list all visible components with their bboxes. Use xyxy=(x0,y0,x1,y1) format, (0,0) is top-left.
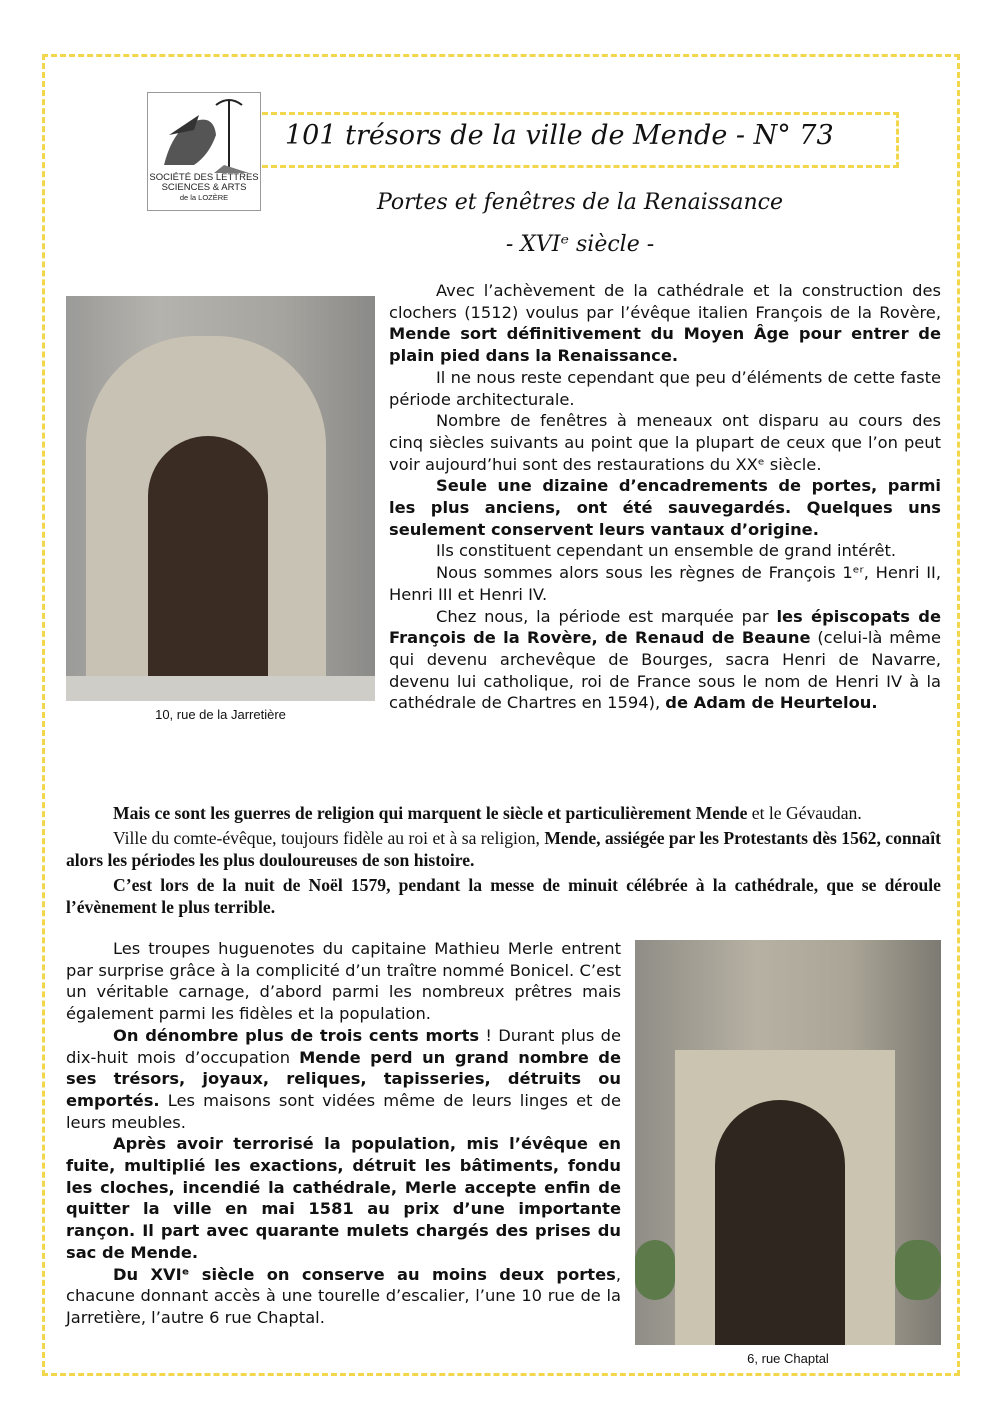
text: (celui-là même qui devenu archevêque de Bourges, sacra Henri de Navarre, devenu lui catholique, roi de France sous le nom de Henri IV à la cathédrale de Chartres en 1594), xyxy=(389,628,941,713)
bold-text: Mende perd un grand nombre de ses trésors, joyaux, reliques, tapisseries, détruits ou emportés. xyxy=(66,1047,621,1110)
photo-door-jarretiere xyxy=(66,296,375,701)
subtitle: Portes et fenêtres de la Renaissance xyxy=(376,190,784,215)
logo-line-2: SCIENCES & ARTS xyxy=(161,182,247,193)
section-religion-wars xyxy=(66,802,941,921)
text: ! Durant plus de dix-huit mois d’occupation xyxy=(66,1025,622,1067)
bold-text: On dénombre plus de trois cents morts xyxy=(113,1025,480,1045)
photo-caption: 6, rue Chaptal xyxy=(747,1351,829,1366)
section-intro xyxy=(66,280,941,736)
bold-text: Mende sort définitivement du Moyen Âge pour entrer de plain pied dans la Renaissance. xyxy=(389,324,941,366)
bold-text: Après avoir terrorisé la population, mis l’évêque en fuite, multiplié les exactions, détruit les bâtiments, fondu les cloches, incendié la cathédrale, Merle accepte enfin de quitter la ville en mai 1581 au prix d’une importante rançon. Il part avec quarante mulets chargés des prises du sac de Mende. xyxy=(66,1134,621,1262)
logo-line-3: de la LOZÈRE xyxy=(179,193,229,202)
text: Il ne nous reste cependant que peu d’éléments de cette faste période architecturale. xyxy=(389,367,941,409)
text: Avec l’achèvement de la cathédrale et la construction des clochers (1512) voulus par l’évêque italien François de la Rovère, xyxy=(389,281,941,322)
bold-text: Mende, assiégée par les Protestants dès 1562, connaît alors les périodes les plus douloureuses de son histoire. xyxy=(66,828,941,870)
text: Chez nous, la période est marquée par xyxy=(436,606,777,626)
text: Ville du comte-évêque, toujours fidèle au roi et à sa religion, xyxy=(113,828,545,848)
text: et le Gévaudan. xyxy=(747,803,862,823)
paragraph xyxy=(66,827,941,871)
paragraph xyxy=(66,874,941,918)
bold-text: les épiscopats de François de la Rovère, de Renaud de Beaune xyxy=(389,606,941,648)
text: Les troupes huguenotes du capitaine Mathieu Merle entrent par surprise grâce à la complicité d’un traître nommé Bonicel. C’est un véritable carnage, d’abord parmi les nombreux prêtres mais également parmi les fidèles et la population. xyxy=(66,939,621,1024)
text: Nous sommes alors sous les règnes de François 1ᵉʳ, Henri II, Henri III et Henri IV. xyxy=(389,563,941,604)
text: , chacune donnant accès à une tourelle d’escalier, l’une 10 rue de la Jarretière, l’autre 6 rue Chaptal. xyxy=(66,1264,621,1327)
text: Les maisons sont vidées même de leurs linges et de leurs meubles. xyxy=(66,1090,621,1132)
bold-text: C’est lors de la nuit de Noël 1579, pendant la messe de minuit célébrée à la cathédrale, que se déroule l’évènement le plus terrible. xyxy=(66,875,941,917)
hermes-emblem-icon xyxy=(154,95,254,173)
photo-figure-chaptal xyxy=(635,940,941,1368)
bold-text: Seule une dizaine d’encadrements de portes, parmi les plus anciens, ont été sauvegardés. Quelques uns seulement conservent leurs vantaux d’origine. xyxy=(389,476,941,539)
text: Ils constituent cependant un ensemble de grand intérêt. xyxy=(436,541,897,561)
century-label: - XVIᵉ siècle - xyxy=(505,232,655,257)
text: Nombre de fenêtres à meneaux ont disparu au cours des cinq siècles suivants au point que la plupart de ceux que l’on peut voir aujourd’hui sont des restaurations du XXᵉ siècle. xyxy=(389,411,941,474)
photo-door-chaptal xyxy=(635,940,941,1345)
photo-figure-jarretiere xyxy=(66,296,375,736)
page-title: 101 trésors de la ville de Mende - N° 73 xyxy=(285,120,834,151)
logo-line-1: SOCIÉTÉ DES LETTRES xyxy=(149,172,259,183)
section-merle xyxy=(66,938,941,1368)
bold-text: de Adam de Heurtelou. xyxy=(665,693,878,713)
photo-caption: 10, rue de la Jarretière xyxy=(155,707,286,722)
bold-text: Du XVIᵉ siècle on conserve au moins deux portes xyxy=(113,1264,616,1284)
paragraph xyxy=(66,802,941,824)
bold-text: Mais ce sont les guerres de religion qui marquent le siècle et particulièrement Mende xyxy=(113,803,748,823)
